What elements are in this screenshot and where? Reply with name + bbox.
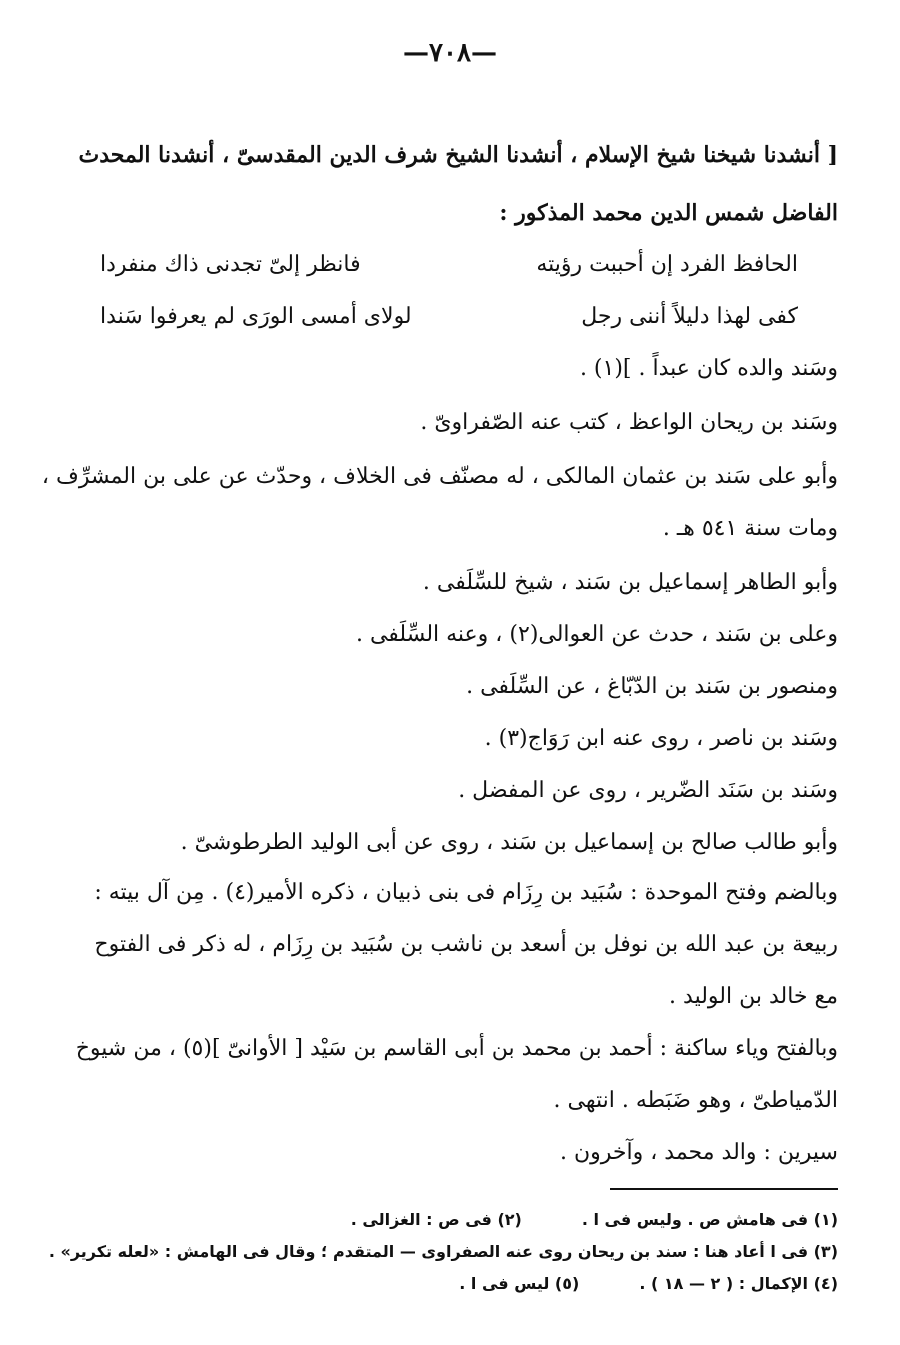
verse-1-second-hemistich: فانظر إلىّ تجدنى ذاك منفردا [100, 252, 361, 277]
footnote-1: (١) فى هامش ص . وليس فى ا . [581, 1210, 838, 1229]
verse-1-first-hemistich: الحافظ الفرد إن أحببت رؤيته [536, 252, 798, 277]
text-line-4: وسَند بن ريحان الواعظ ، كتب عنه الصّفراوىّ . [420, 410, 838, 435]
footnote-4: (٤) الإكمال : ( ٢ — ١٨ ) . [639, 1274, 838, 1293]
footnote-2: (٢) فى ص : الغزالى . [350, 1210, 522, 1229]
text-line-13: وبالضم وفتح الموحدة : سُبَيد بن رِزَام فى بنى ذبيان ، ذكره الأمير(٤) . مِن آل بيته : [94, 880, 838, 905]
text-line-9: ومنصور بن سَند بن الدّبّاغ ، عن السِّلَفى . [466, 674, 838, 699]
text-line-5: وأبو على سَند بن عثمان المالكى ، له مصنّف فى الخلاف ، وحدّث عن على بن المشرِّف ، [41, 464, 838, 489]
footnote-row-3 [459, 1272, 838, 1296]
text-line-2: الفاضل شمس الدين محمد المذكور : [499, 200, 838, 226]
text-line-8: وعلى بن سَند ، حدث عن العوالى(٢) ، وعنه السِّلَفى . [355, 622, 838, 647]
text-line-10: وسَند بن ناصر ، روى عنه ابن رَوَاج(٣) . [484, 726, 838, 751]
text-line-6: ومات سنة ٥٤١ هـ . [662, 516, 838, 541]
text-line-1: [ أنشدنا شيخنا شيخ الإسلام ، أنشدنا الشيخ شرف الدين المقدسىّ ، أنشدنا المحدث [78, 142, 838, 168]
text-line-14: ربيعة بن عبد الله بن نوفل بن أسعد بن ناشب بن سُبَيد بن رِزَام ، له ذكر فى الفتوح [94, 932, 838, 957]
text-line-18: سيرين : والد محمد ، وآخرون . [559, 1140, 838, 1165]
verse-line-2 [100, 302, 798, 334]
verse-line-1 [100, 250, 798, 282]
footnote-row-2 [49, 1240, 838, 1264]
footnote-5: (٥) ليس فى ا . [459, 1274, 580, 1293]
verse-2-first-hemistich: كفى لهذا دليلاً أننى رجل [581, 304, 798, 329]
footnote-divider [610, 1188, 838, 1190]
verse-2-second-hemistich: لولاى أمسى الورَى لم يعرفوا سَندا [100, 304, 412, 329]
text-line-3: وسَند والده كان عبداً . ](١) . [579, 356, 838, 381]
text-line-15: مع خالد بن الوليد . [669, 984, 838, 1009]
page-number: —٧٠٨— [403, 38, 497, 68]
footnote-3: (٣) فى ا أعاد هنا : سند بن ريحان روى عنه الصفراوى — المتقدم ؛ وقال فى الهامش : «لعله تكرير» . [48, 1242, 838, 1261]
text-line-16: وبالفتح وياء ساكنة : أحمد بن محمد بن أبى القاسم بن سَيْد [ الأوانىّ ](٥) ، من شيوخ [75, 1036, 838, 1061]
text-line-17: الدّمياطىّ ، وهو ضَبَطه . انتهى . [553, 1088, 838, 1113]
text-line-11: وسَند بن سَنَد الضّرير ، روى عن المفضل . [458, 778, 838, 803]
footnote-row-1 [351, 1208, 838, 1232]
text-line-7: وأبو الطاهر إسماعيل بن سَند ، شيخ للسِّلَفى . [422, 570, 838, 595]
text-line-12: وأبو طالب صالح بن إسماعيل بن سَند ، روى عن أبى الوليد الطرطوشىّ . [180, 830, 838, 855]
